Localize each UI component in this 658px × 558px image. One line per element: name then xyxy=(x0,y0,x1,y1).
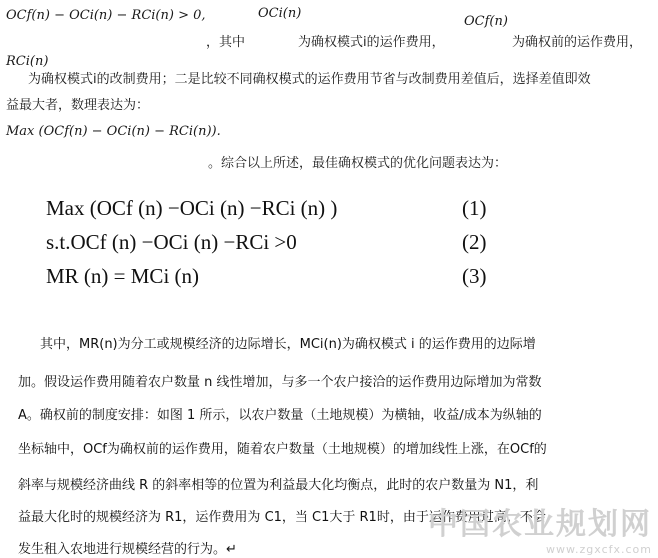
equation-2: s.t.OCf (n) −OCi (n) −RCi >0 xyxy=(46,230,297,254)
rci-description: 为确权模式i的改制费用；二是比较不同确权模式的运作费用节省与改制费用差值后，选择差值即效 xyxy=(28,72,591,87)
equation-2-number: (2) xyxy=(462,230,487,254)
body-line-4: 坐标轴中，OCf为确权前的运作费用，随着农户数量（土地规模）的增加线性上涨，在OCf的 xyxy=(18,442,547,457)
among-text: ，其中 xyxy=(206,35,246,50)
summary-text: 。综合以上所述，最佳确权模式的优化问题表达为： xyxy=(208,156,508,171)
body-line-2: 加。假设运作费用随着农户数量 n 线性增加，与多一个农户接洽的运作费用边际增加为常数 xyxy=(18,375,542,390)
body-line-6: 益最大化时的规模经济为 R1，运作费用为 C1，当 C1大于 R1时，由于运作费用过高，不会 xyxy=(18,510,546,525)
body-line-1: 其中，MR(n)为分工或规模经济的边际增长，MCi(n)为确权模式 i 的运作费用的边际增 xyxy=(40,337,536,352)
body-line-3: A。确权前的制度安排：如图 1 所示，以农户数量（土地规模）为横轴，收益/成本为纵轴的 xyxy=(18,408,542,423)
watermark-url: www.zgxcfx.com xyxy=(546,543,652,556)
equation-1-number: (1) xyxy=(462,196,487,220)
rci-symbol: RCi(n) xyxy=(6,54,49,69)
watermark-title: 中国农业规划网 xyxy=(428,507,652,542)
equation-1: Max (OCf (n) −OCi (n) −RCi (n) ) xyxy=(46,196,338,220)
site-watermark xyxy=(428,499,652,556)
ocf-symbol: OCf(n) xyxy=(464,14,508,29)
condition-expression: OCf(n) − OCi(n) − RCi(n) > 0, xyxy=(6,8,206,23)
max-expression: Max (OCf(n) − OCi(n) − RCi(n)). xyxy=(6,124,221,139)
equation-3: MR (n) = MCi (n) xyxy=(46,264,200,288)
result-intro: 益最大者，数理表达为： xyxy=(6,98,150,113)
ocf-description: 为确权前的运作费用， xyxy=(512,35,643,50)
body-line-5: 斜率与规模经济曲线 R 的斜率相等的位置为利益最大化均衡点，此时的农户数量为 N1，利 xyxy=(18,478,539,493)
equation-3-number: (3) xyxy=(462,264,487,288)
body-line-7: 发生租入农地进行规模经营的行为。↵ xyxy=(18,542,237,557)
oci-symbol: OCi(n) xyxy=(258,6,302,21)
oci-description: 为确权模式i的运作费用， xyxy=(298,35,445,50)
